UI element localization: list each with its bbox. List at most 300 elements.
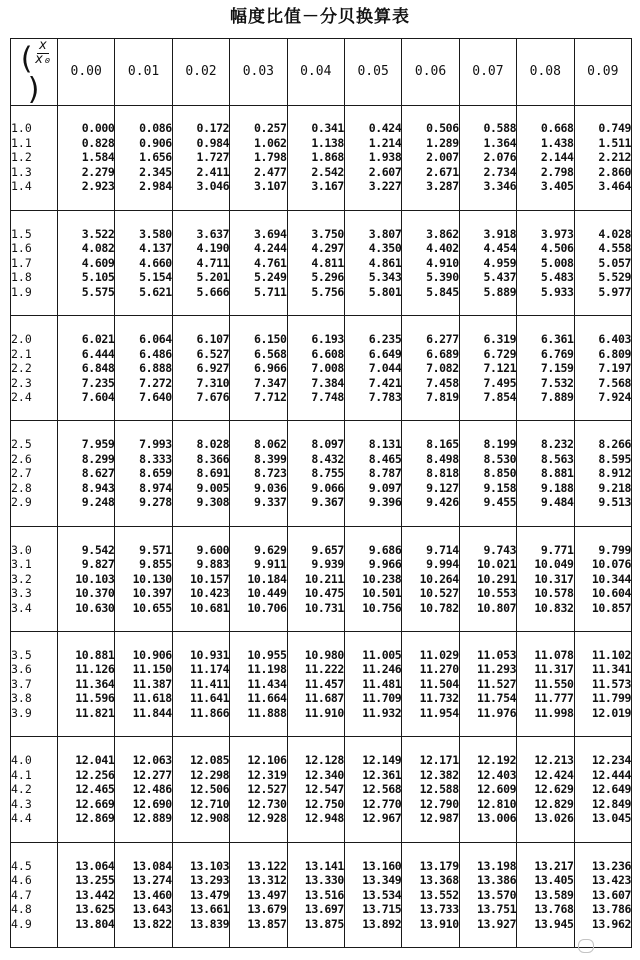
ratio-numerator: x (39, 38, 47, 53)
value-cell (287, 316, 344, 421)
db-value: 9.218 (598, 480, 631, 495)
db-value: 8.659 (139, 466, 172, 481)
value-cell (58, 526, 115, 631)
db-value: 4.811 (311, 255, 344, 270)
row-label: 1.4 (11, 179, 32, 194)
value-cell (459, 421, 516, 526)
db-value: 4.711 (196, 255, 230, 270)
db-value: 13.293 (190, 873, 230, 888)
db-value: 11.527 (476, 676, 517, 691)
row-labels (11, 737, 58, 842)
value-cell (287, 842, 344, 947)
db-value: 13.423 (591, 873, 631, 888)
db-value: 0.588 (483, 121, 517, 136)
db-value: 11.596 (75, 691, 115, 706)
db-value: 10.681 (190, 600, 230, 615)
db-value: 6.848 (81, 361, 115, 376)
db-value: 9.158 (483, 480, 517, 495)
db-value: 11.341 (591, 662, 631, 677)
value-cell (459, 737, 516, 842)
value-cell (230, 842, 287, 947)
db-value: 2.923 (81, 179, 115, 194)
db-value: 11.954 (419, 705, 459, 720)
db-value: 3.637 (196, 226, 230, 241)
db-value: 11.866 (190, 705, 230, 720)
db-value: 12.444 (591, 767, 631, 782)
db-value: 2.607 (368, 164, 402, 179)
db-value: 7.384 (311, 375, 344, 390)
db-value: 9.188 (540, 480, 574, 495)
row-label: 4.6 (11, 873, 32, 888)
db-value: 8.691 (196, 466, 230, 481)
value-cell (115, 526, 172, 631)
db-value: 5.756 (311, 284, 344, 299)
value-cell (459, 526, 516, 631)
db-value: 7.819 (426, 390, 459, 405)
db-value: 2.007 (426, 150, 459, 165)
row-label: 4.2 (11, 782, 32, 797)
db-value: 11.799 (591, 691, 631, 706)
db-value: 3.464 (598, 179, 631, 194)
db-value: 6.689 (426, 346, 459, 361)
db-value: 0.172 (196, 121, 230, 136)
db-value: 0.086 (139, 121, 172, 136)
value-cell (115, 316, 172, 421)
value-cell (517, 210, 574, 315)
value-cell (517, 526, 574, 631)
value-cell (517, 632, 574, 737)
row-labels (11, 210, 58, 315)
value-cell (287, 526, 344, 631)
db-value: 1.214 (368, 135, 402, 150)
db-value: 8.723 (253, 466, 287, 481)
db-value: 10.604 (591, 586, 631, 601)
db-value: 13.804 (75, 916, 115, 931)
row-label: 3.4 (11, 600, 32, 615)
value-cell (344, 737, 401, 842)
value-cell (402, 526, 459, 631)
db-value: 2.860 (598, 164, 631, 179)
table-block-row (11, 105, 632, 210)
db-value: 0.424 (368, 121, 402, 136)
value-cell (58, 737, 115, 842)
value-cell (115, 210, 172, 315)
value-cell (517, 421, 574, 526)
db-value: 13.589 (534, 887, 574, 902)
db-value: 9.600 (196, 542, 230, 557)
db-value: 10.630 (75, 600, 115, 615)
db-value: 9.396 (368, 495, 402, 510)
db-value: 6.277 (426, 332, 459, 347)
row-label: 3.0 (11, 542, 32, 557)
db-value: 7.159 (540, 361, 574, 376)
value-cell (172, 632, 229, 737)
db-value: 8.366 (196, 451, 230, 466)
db-value: 10.731 (304, 600, 344, 615)
row-labels (11, 421, 58, 526)
db-value: 11.364 (75, 676, 115, 691)
db-value: 6.444 (81, 346, 115, 361)
db-value: 8.299 (81, 451, 115, 466)
value-cell (58, 316, 115, 421)
db-value: 13.570 (476, 887, 517, 902)
row-label: 3.1 (11, 557, 32, 572)
db-value: 12.629 (534, 782, 574, 797)
value-cell (517, 737, 574, 842)
watermark (578, 938, 632, 954)
db-value: 10.103 (75, 571, 115, 586)
db-value: 11.709 (362, 691, 402, 706)
db-value: 10.578 (534, 586, 574, 601)
db-value: 0.341 (311, 121, 344, 136)
db-value: 11.687 (304, 691, 344, 706)
value-cell (172, 210, 229, 315)
db-value: 11.198 (247, 662, 287, 677)
db-value: 12.810 (476, 796, 517, 811)
row-label: 4.8 (11, 902, 32, 917)
db-value: 9.542 (81, 542, 115, 557)
db-value: 0.906 (139, 135, 172, 150)
row-label: 1.6 (11, 241, 32, 256)
row-label: 3.2 (11, 571, 32, 586)
db-value: 4.028 (598, 226, 631, 241)
db-value: 12.382 (419, 767, 459, 782)
db-value: 11.821 (75, 705, 115, 720)
db-value: 8.881 (540, 466, 574, 481)
db-value: 8.850 (483, 466, 517, 481)
value-cell (574, 632, 631, 737)
db-value: 12.770 (362, 796, 402, 811)
db-value: 12.128 (304, 753, 344, 768)
db-value: 12.361 (362, 767, 402, 782)
db-value: 6.649 (368, 346, 402, 361)
db-value: 7.568 (598, 375, 631, 390)
value-cell (287, 737, 344, 842)
db-value: 11.174 (190, 662, 230, 677)
db-value: 3.107 (253, 179, 287, 194)
value-cell (517, 842, 574, 947)
db-value: 13.768 (534, 902, 574, 917)
db-value: 13.349 (362, 873, 402, 888)
db-value: 11.504 (419, 676, 459, 691)
db-value: 12.527 (247, 782, 287, 797)
db-value: 7.640 (139, 390, 172, 405)
db-value: 13.822 (132, 916, 172, 931)
row-label: 3.7 (11, 676, 32, 691)
db-value: 12.547 (304, 782, 344, 797)
value-cell (230, 526, 287, 631)
row-label: 3.5 (11, 647, 32, 662)
value-cell (344, 632, 401, 737)
db-value: 6.403 (598, 332, 631, 347)
db-value: 11.844 (132, 705, 172, 720)
db-value: 13.945 (534, 916, 574, 931)
db-value: 6.319 (483, 332, 517, 347)
db-value: 7.604 (81, 390, 115, 405)
db-value: 10.857 (591, 600, 631, 615)
db-value: 9.994 (426, 557, 459, 572)
db-value: 6.527 (196, 346, 230, 361)
value-cell (344, 210, 401, 315)
row-labels (11, 316, 58, 421)
db-value: 11.434 (247, 676, 287, 691)
db-value: 7.532 (540, 375, 574, 390)
db-value: 13.786 (591, 902, 631, 917)
db-value: 2.542 (311, 164, 344, 179)
db-value: 13.236 (591, 858, 631, 873)
row-label: 4.9 (11, 916, 32, 931)
db-value: 6.021 (81, 332, 115, 347)
col-header: 0.09 (574, 39, 631, 106)
value-cell (172, 842, 229, 947)
db-value: 2.212 (598, 150, 631, 165)
db-value: 5.057 (598, 255, 631, 270)
db-value: 10.706 (247, 600, 287, 615)
db-value: 0.828 (81, 135, 115, 150)
value-cell (115, 105, 172, 210)
db-value: 5.483 (540, 270, 574, 285)
db-value: 6.769 (540, 346, 574, 361)
value-cell (574, 421, 631, 526)
db-value: 11.126 (75, 662, 115, 677)
value-cell (172, 105, 229, 210)
db-value: 8.563 (540, 451, 574, 466)
db-value: 5.105 (81, 270, 115, 285)
db-value: 3.346 (483, 179, 517, 194)
db-value: 10.264 (419, 571, 459, 586)
db-value: 13.255 (75, 873, 115, 888)
db-value: 11.317 (534, 662, 574, 677)
db-value: 10.317 (534, 571, 574, 586)
db-value: 11.777 (534, 691, 574, 706)
db-value: 7.889 (540, 390, 574, 405)
value-cell (574, 316, 631, 421)
row-labels (11, 105, 58, 210)
db-value: 13.405 (534, 873, 574, 888)
db-value: 5.154 (139, 270, 172, 285)
db-value: 13.534 (362, 887, 402, 902)
db-value: 10.238 (362, 571, 402, 586)
row-label: 1.2 (11, 150, 32, 165)
db-value: 13.460 (132, 887, 172, 902)
db-value: 11.932 (362, 705, 402, 720)
db-value: 7.495 (483, 375, 517, 390)
row-label: 2.5 (11, 437, 32, 452)
db-value: 12.829 (534, 796, 574, 811)
db-value: 7.235 (81, 375, 115, 390)
row-label: 4.4 (11, 811, 32, 826)
value-cell (402, 421, 459, 526)
db-value: 7.421 (368, 375, 402, 390)
db-value: 10.049 (534, 557, 574, 572)
db-value: 5.621 (139, 284, 172, 299)
db-value: 7.783 (368, 390, 402, 405)
db-value: 2.671 (426, 164, 459, 179)
row-label: 3.3 (11, 586, 32, 601)
db-value: 9.426 (426, 495, 459, 510)
db-value: 2.279 (81, 164, 115, 179)
value-cell (230, 316, 287, 421)
db-value: 13.927 (476, 916, 517, 931)
db-value: 9.367 (311, 495, 344, 510)
db-value: 5.343 (368, 270, 402, 285)
row-label: 2.8 (11, 480, 32, 495)
value-cell (58, 842, 115, 947)
db-value: 4.244 (253, 241, 287, 256)
db-value: 10.655 (132, 600, 172, 615)
db-value: 8.530 (483, 451, 517, 466)
db-value: 10.449 (247, 586, 287, 601)
value-cell (115, 842, 172, 947)
row-label: 3.9 (11, 705, 32, 720)
db-value: 8.333 (139, 451, 172, 466)
row-label: 4.7 (11, 887, 32, 902)
value-cell (58, 421, 115, 526)
db-value: 10.021 (476, 557, 517, 572)
db-value: 7.044 (368, 361, 402, 376)
db-value: 13.368 (419, 873, 459, 888)
ratio-denominator: x₀ (35, 52, 51, 67)
db-value: 12.730 (247, 796, 287, 811)
db-value: 13.198 (476, 858, 517, 873)
col-header: 0.03 (230, 39, 287, 106)
db-value: 9.066 (311, 480, 344, 495)
db-value: 4.454 (483, 241, 517, 256)
db-value: 11.573 (591, 676, 631, 691)
db-value: 9.571 (139, 542, 172, 557)
db-value: 9.337 (253, 495, 287, 510)
db-value: 13.103 (190, 858, 230, 873)
db-value: 12.649 (591, 782, 631, 797)
db-value: 2.144 (540, 150, 574, 165)
db-value: 10.782 (419, 600, 459, 615)
db-value: 10.130 (132, 571, 172, 586)
db-value: 10.344 (591, 571, 631, 586)
col-header: 0.01 (115, 39, 172, 106)
value-cell (230, 632, 287, 737)
value-cell (459, 632, 516, 737)
header-row (11, 39, 632, 106)
row-label: 4.1 (11, 767, 32, 782)
value-cell (287, 105, 344, 210)
db-value: 9.629 (253, 542, 287, 557)
row-labels (11, 842, 58, 947)
db-value: 4.861 (368, 255, 402, 270)
db-value: 11.270 (419, 662, 459, 677)
db-value: 3.973 (540, 226, 574, 241)
db-value: 5.845 (426, 284, 459, 299)
db-value: 9.855 (139, 557, 172, 572)
db-value: 13.516 (304, 887, 344, 902)
row-label: 1.9 (11, 284, 32, 299)
db-value: 10.370 (75, 586, 115, 601)
row-label: 2.0 (11, 332, 32, 347)
value-cell (172, 421, 229, 526)
db-value: 9.911 (253, 557, 287, 572)
db-value: 6.107 (196, 332, 230, 347)
db-value: 11.664 (247, 691, 287, 706)
db-value: 11.618 (132, 691, 172, 706)
value-cell (344, 316, 401, 421)
db-value: 2.076 (483, 150, 517, 165)
db-value: 4.558 (598, 241, 631, 256)
row-label: 3.8 (11, 691, 32, 706)
db-value: 11.732 (419, 691, 459, 706)
db-value: 11.411 (190, 676, 230, 691)
db-value: 0.749 (598, 121, 631, 136)
db-value: 8.912 (598, 466, 631, 481)
col-header: 0.00 (58, 39, 115, 106)
value-cell (172, 316, 229, 421)
value-cell (230, 421, 287, 526)
db-value: 12.085 (190, 753, 230, 768)
db-value: 13.679 (247, 902, 287, 917)
db-value: 9.939 (311, 557, 344, 572)
db-value: 10.931 (190, 647, 230, 662)
db-value: 9.799 (598, 542, 631, 557)
db-value: 10.211 (304, 571, 344, 586)
value-cell (402, 737, 459, 842)
value-cell (172, 526, 229, 631)
db-value: 6.809 (598, 346, 631, 361)
db-value: 13.122 (247, 858, 287, 873)
db-value: 1.138 (311, 135, 344, 150)
db-value: 12.967 (362, 811, 402, 826)
db-value: 5.437 (483, 270, 517, 285)
db-value: 9.127 (426, 480, 459, 495)
ratio-header (11, 39, 58, 106)
value-cell (574, 105, 631, 210)
db-value: 7.272 (139, 375, 172, 390)
db-value: 12.750 (304, 796, 344, 811)
db-value: 5.529 (598, 270, 631, 285)
db-value: 12.948 (304, 811, 344, 826)
db-value: 3.522 (81, 226, 115, 241)
db-value: 13.217 (534, 858, 574, 873)
db-value: 13.312 (247, 873, 287, 888)
db-value: 6.888 (139, 361, 172, 376)
row-label: 1.8 (11, 270, 32, 285)
db-value: 8.787 (368, 466, 402, 481)
conversion-table (10, 38, 632, 948)
db-value: 12.889 (132, 811, 172, 826)
db-value: 7.676 (196, 390, 230, 405)
db-value: 10.756 (362, 600, 402, 615)
db-value: 13.910 (419, 916, 459, 931)
db-value: 2.798 (540, 164, 574, 179)
db-value: 13.607 (591, 887, 631, 902)
db-value: 11.641 (190, 691, 230, 706)
db-value: 7.854 (483, 390, 517, 405)
db-value: 9.484 (540, 495, 574, 510)
db-value: 12.849 (591, 796, 631, 811)
db-value: 13.479 (190, 887, 230, 902)
value-cell (287, 632, 344, 737)
db-value: 13.141 (304, 858, 344, 873)
row-label: 2.7 (11, 466, 32, 481)
db-value: 12.277 (132, 767, 172, 782)
db-value: 5.008 (540, 255, 574, 270)
db-value: 9.248 (81, 495, 115, 510)
db-value: 4.910 (426, 255, 459, 270)
db-value: 12.192 (476, 753, 517, 768)
db-value: 7.347 (253, 375, 287, 390)
db-value: 5.201 (196, 270, 230, 285)
db-value: 12.041 (75, 753, 115, 768)
db-value: 9.743 (483, 542, 517, 557)
db-value: 11.910 (304, 705, 344, 720)
db-value: 2.984 (139, 179, 172, 194)
